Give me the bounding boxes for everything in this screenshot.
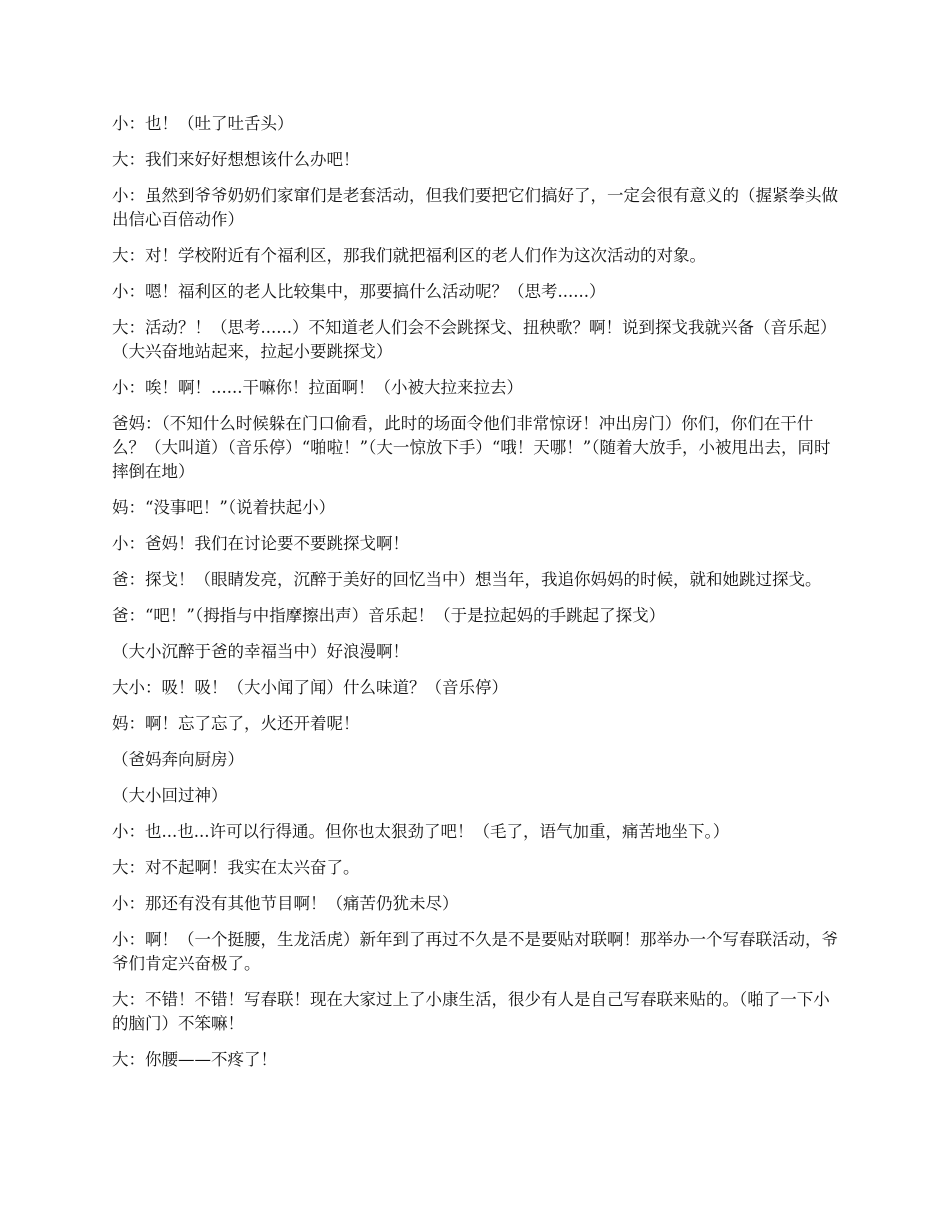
dialogue-line: 大：活动？！（思考......）不知道老人们会不会跳探戈、扭秧歌？啊！说到探戈我就兴备（音乐起）（大兴奋地站起来，拉起小要跳探戈） (112, 318, 837, 361)
dialogue-line: 小：那还有没有其他节目啊！（痛苦仍犹未尽） (112, 894, 459, 913)
dialogue-line: 大：对不起啊！我实在太兴奋了。 (112, 858, 360, 877)
dialogue-line: 大小：吸！吸！（大小闻了闻）什么味道？（音乐停） (112, 678, 508, 697)
dialogue-line: 小：也...也...许可以行得通。但你也太狠劲了吧！（毛了，语气加重，痛苦地坐下。） (112, 822, 730, 841)
stage-direction: （大小回过神） (112, 786, 228, 805)
dialogue-line: 爸：“吧！”（拇指与中指摩擦出声）音乐起！（于是拉起妈的手跳起了探戈） (112, 606, 666, 625)
dialogue-line: 爸：探戈！（眼睛发亮，沉醉于美好的回忆当中）想当年，我追你妈妈的时候，就和她跳过探戈。 (112, 570, 822, 589)
dialogue-line: 妈：啊！忘了忘了，火还开着呢！ (112, 714, 360, 733)
dialogue-line: 大：不错！不错！写春联！现在大家过上了小康生活，很少有人是自己写春联来贴的。（啪了一下小的脑门）不笨嘛！ (112, 990, 830, 1033)
dialogue-line: 小：唉！啊！......干嘛你！拉面啊！（小被大拉来拉去） (112, 378, 523, 397)
dialogue-line: 小：爸妈！我们在讨论要不要跳探戈啊！ (112, 534, 409, 553)
dialogue-line: 爸妈：（不知什么时候躲在门口偷看，此时的场面令他们非常惊讶！冲出房门）你们，你们在干什么？（大叫道）（音乐停）“啪啦！”（大一惊放下手）“哦！天哪！”（随着大放手，小被甩出去，同时摔倒在地） (112, 414, 831, 481)
dialogue-line: 妈：“没事吧！”（说着扶起小） (112, 498, 336, 517)
stage-direction: （爸妈奔向厨房） (112, 750, 244, 769)
dialogue-line: 大：对！学校附近有个福利区，那我们就把福利区的老人们作为这次活动的对象。 (112, 246, 706, 265)
dialogue-line: 小：也！（吐了吐舌头） (112, 114, 294, 133)
dialogue-line: 大：你腰——不疼了！ (112, 1050, 277, 1069)
dialogue-line: 小：嗯！福利区的老人比较集中，那要搞什么活动呢？（思考......） (112, 282, 606, 301)
dialogue-line: 小：虽然到爷爷奶奶们家窜们是老套活动，但我们要把它们搞好了，一定会很有意义的（握紧拳头做出信心百倍动作） (112, 186, 838, 229)
stage-direction: （大小沉醉于爸的幸福当中）好浪漫啊！ (112, 642, 409, 661)
dialogue-line: 大：我们来好好想想该什么办吧！ (112, 150, 360, 169)
dialogue-line: 小：啊！（一个挺腰，生龙活虎）新年到了再过不久是不是要贴对联啊！那举办一个写春联活动，爷爷们肯定兴奋极了。 (112, 930, 838, 973)
script-body (112, 112, 840, 1084)
